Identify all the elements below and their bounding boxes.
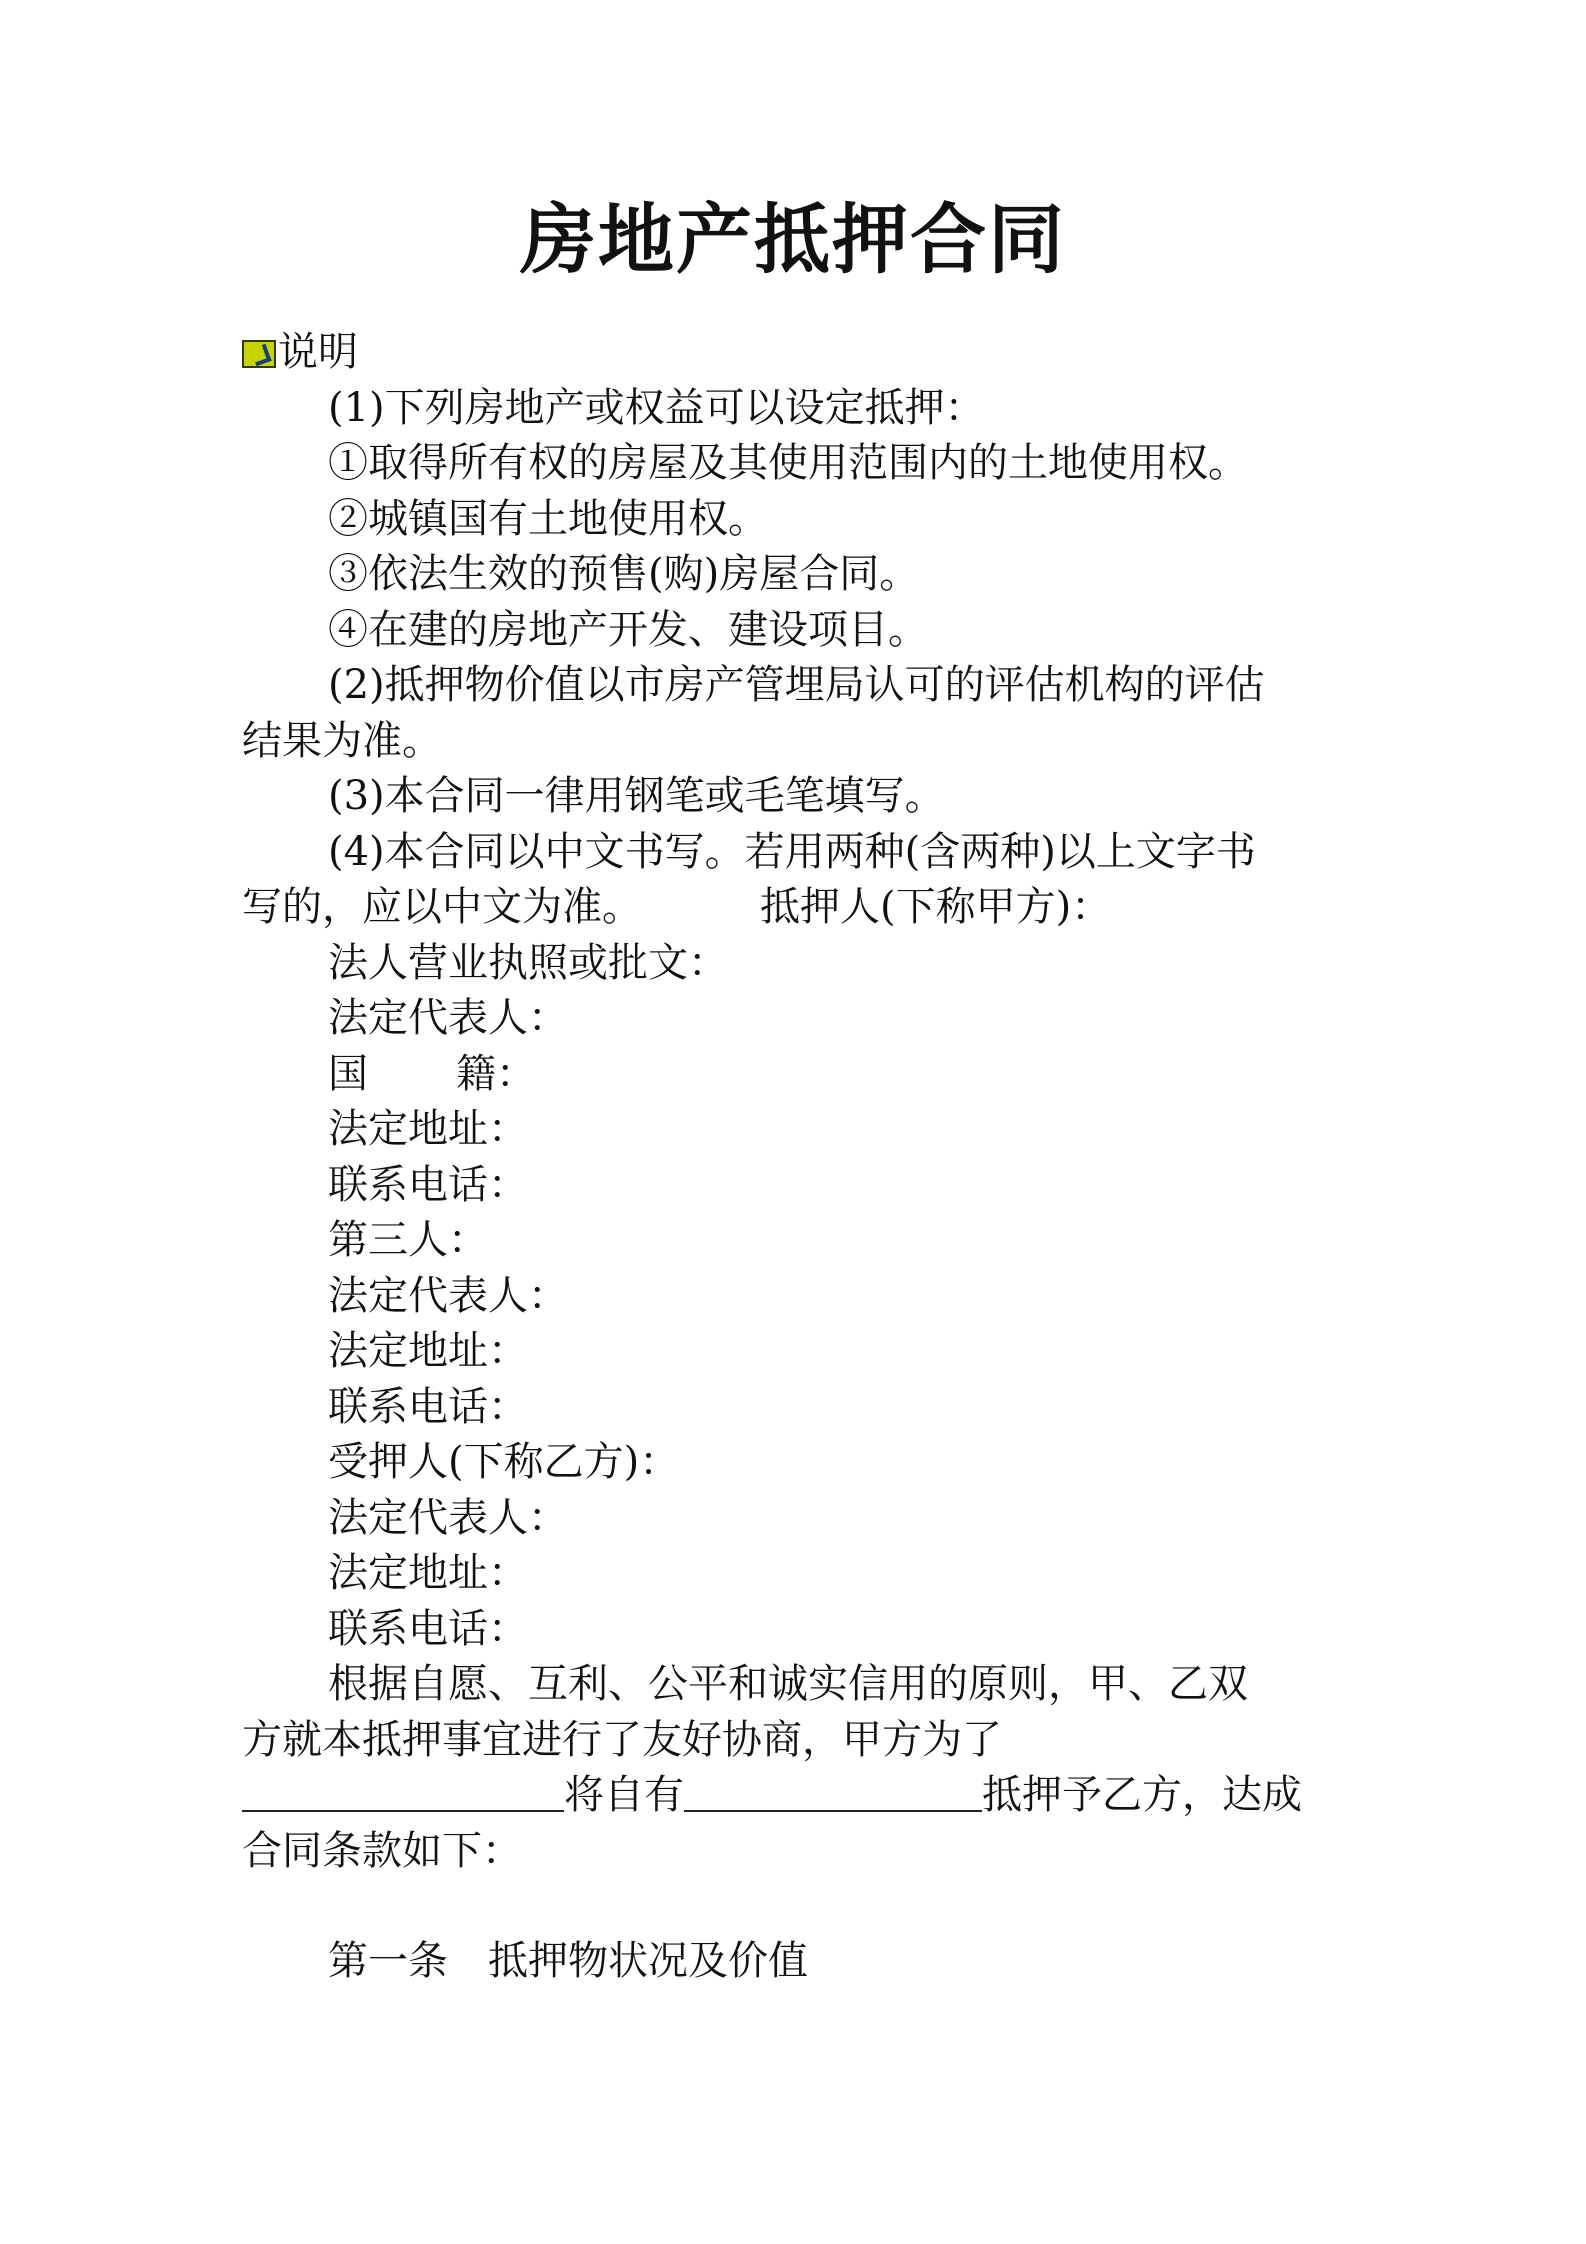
party-a-rep: 法定代表人： [328, 995, 568, 1041]
note-heading-line [242, 325, 1342, 381]
party-a-heading: 抵押人(下称甲方)： [760, 884, 1112, 930]
article-1-number: 第一条 [328, 1938, 448, 1984]
third-party-address: 法定地址： [328, 1328, 528, 1374]
preamble-line-3-mid: 将自有 [564, 1772, 684, 1818]
preamble-line-2: 方就本抵押事宜进行了友好协商，甲方为了 [242, 1716, 1002, 1763]
party-a-address: 法定地址： [328, 1106, 528, 1152]
note-2-line-1: (2)抵押物价值以市房产管埋局认可的评估机构的评估 [328, 662, 1265, 708]
note-4-line-1: (4)本合同以中文书写。若用两种(含两种)以上文字书 [328, 828, 1256, 875]
preamble-line-1: 根据自愿、互利、公平和诚实信用的原则，甲、乙双 [328, 1661, 1248, 1707]
third-party-rep: 法定代表人： [328, 1272, 568, 1319]
preamble-line-3 [242, 1768, 1342, 1824]
note-icon [242, 340, 276, 368]
party-a-phone: 联系电话： [328, 1161, 528, 1208]
note-1-item-4: ④在建的房地产开发、建设项目。 [328, 606, 928, 653]
note-1-item-3: ③依法生效的预售(购)房屋合同。 [328, 551, 920, 597]
party-b-phone: 联系电话： [328, 1605, 528, 1652]
party-b-address: 法定地址： [328, 1550, 528, 1596]
document-body [242, 325, 1342, 1990]
fill-in-blank-purpose[interactable] [242, 1772, 564, 1812]
note-heading: 说明 [278, 329, 358, 375]
nationality-char-2: 籍： [456, 1050, 536, 1097]
nationality-char-1: 国 [328, 1050, 368, 1097]
party-a-nationality [242, 1047, 1342, 1103]
document-title: 房地产抵押合同 [520, 195, 1066, 284]
party-a-license: 法人营业执照或批文： [328, 939, 728, 986]
note-1-item-2: ②城镇国有土地使用权。 [328, 495, 768, 542]
preamble-line-3-end: 抵押予乙方，达成 [982, 1772, 1302, 1818]
preamble-line-4: 合同条款如下： [242, 1827, 522, 1874]
note-2-line-2: 结果为准。 [242, 717, 442, 764]
note-4-line-2-text: 写的，应以中文为准。 [242, 884, 642, 930]
party-b-heading: 受押人(下称乙方)： [328, 1439, 680, 1485]
note-3: (3)本合同一律用钢笔或毛笔填写。 [328, 773, 945, 819]
fill-in-blank-property[interactable] [684, 1772, 982, 1812]
article-1-heading [242, 1934, 1342, 1990]
note-4-line-2 [242, 880, 1342, 936]
note-1-item-1: ①取得所有权的房屋及其使用范围内的土地使用权。 [328, 440, 1248, 486]
party-b-rep: 法定代表人： [328, 1494, 568, 1541]
third-party-heading: 第三人： [328, 1217, 488, 1263]
third-party-phone: 联系电话： [328, 1383, 528, 1430]
note-1: (1)下列房地产或权益可以设定抵押： [328, 384, 985, 431]
article-1-title: 抵押物状况及价值 [488, 1938, 808, 1984]
